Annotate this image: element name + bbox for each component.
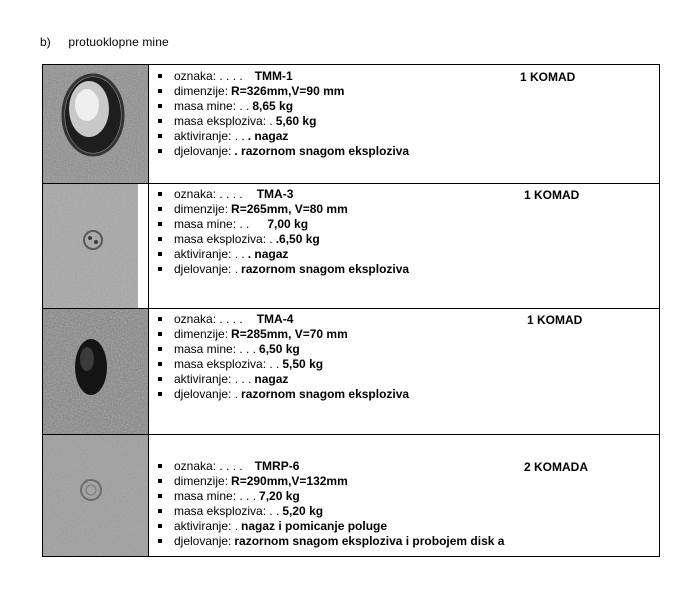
quantity-label: 1 KOMAD bbox=[520, 70, 576, 84]
spec-designation bbox=[158, 187, 409, 202]
spec-list bbox=[158, 312, 409, 402]
spec-list bbox=[158, 187, 409, 277]
spec-label: dimenzije: bbox=[174, 84, 229, 98]
spec-value: . razornom snagom eksploziva bbox=[234, 144, 410, 158]
spec-label: aktiviranje: . . bbox=[174, 129, 245, 143]
spec-explosive-mass bbox=[158, 357, 409, 372]
mine-photo bbox=[43, 309, 149, 434]
spec-label: masa mine: . . bbox=[174, 217, 250, 231]
spec-mine-mass bbox=[158, 342, 409, 357]
spec-value: razornom snagom eksploziva bbox=[241, 387, 410, 401]
spec-value: 5,20 kg bbox=[282, 504, 324, 518]
spec-label: djelovanje: . bbox=[174, 387, 239, 401]
spec-label: masa eksploziva: . bbox=[174, 232, 273, 246]
spec-label: masa mine: . . bbox=[174, 99, 250, 113]
spec-dimensions bbox=[158, 327, 409, 342]
spec-label: oznaka: . . . . bbox=[174, 69, 243, 83]
spec-value: 5,60 kg bbox=[275, 114, 317, 128]
spec-label: oznaka: . . . . bbox=[174, 312, 243, 326]
spec-value: nagaz bbox=[254, 372, 289, 386]
bullet-icon bbox=[158, 222, 162, 226]
spec-value: 8,65 kg bbox=[252, 99, 294, 113]
spec-list bbox=[158, 69, 409, 159]
spec-label: dimenzije: bbox=[174, 327, 229, 341]
spec-value: razornom snagom eksploziva bbox=[241, 262, 410, 276]
spec-dimensions bbox=[158, 84, 409, 99]
spec-value: 6,50 kg bbox=[259, 342, 300, 356]
spec-designation bbox=[158, 69, 409, 84]
section-number: b) bbox=[40, 35, 51, 49]
bullet-icon bbox=[158, 267, 162, 271]
bullet-icon bbox=[158, 494, 162, 498]
spec-mine-mass bbox=[158, 489, 504, 504]
bullet-icon bbox=[158, 104, 162, 108]
bullet-icon bbox=[158, 479, 162, 483]
spec-value: . nagaz bbox=[247, 247, 289, 261]
bullet-icon bbox=[158, 74, 162, 78]
mine-details bbox=[149, 435, 659, 556]
spec-activation bbox=[158, 129, 409, 144]
spec-action bbox=[158, 144, 409, 159]
spec-value: .6,50 kg bbox=[275, 232, 320, 246]
spec-label: masa eksploziva: . . bbox=[174, 357, 280, 371]
spec-activation bbox=[158, 372, 409, 387]
spec-label: oznaka: . . . . bbox=[174, 459, 243, 473]
bullet-icon bbox=[158, 539, 162, 543]
spec-label: masa eksploziva: . bbox=[174, 114, 273, 128]
spec-action bbox=[158, 534, 504, 549]
bullet-icon bbox=[158, 149, 162, 153]
spec-explosive-mass bbox=[158, 504, 504, 519]
mine-row bbox=[43, 184, 659, 309]
bullet-icon bbox=[158, 464, 162, 468]
mine-photo bbox=[43, 435, 149, 556]
bullet-icon bbox=[158, 207, 162, 211]
spec-value: razornom snagom eksploziva i probojem disk a bbox=[234, 534, 505, 548]
bullet-icon bbox=[158, 252, 162, 256]
mine-row bbox=[43, 435, 659, 556]
spec-value: TMA-4 bbox=[256, 312, 294, 326]
spec-value: TMM-1 bbox=[254, 69, 293, 83]
spec-designation bbox=[158, 459, 504, 474]
spec-mine-mass bbox=[158, 217, 409, 232]
spec-explosive-mass bbox=[158, 232, 409, 247]
spec-value: 7,20 kg bbox=[259, 489, 300, 503]
spec-value: nagaz i pomicanje poluge bbox=[241, 519, 388, 533]
spec-value: TMA-3 bbox=[256, 187, 294, 201]
bullet-icon bbox=[158, 192, 162, 196]
spec-designation bbox=[158, 312, 409, 327]
spec-label: djelovanje: bbox=[174, 534, 232, 548]
spec-label: dimenzije: bbox=[174, 202, 229, 216]
bullet-icon bbox=[158, 377, 162, 381]
bullet-icon bbox=[158, 332, 162, 336]
bullet-icon bbox=[158, 134, 162, 138]
spec-label: masa mine: . . . bbox=[174, 489, 257, 503]
bullet-icon bbox=[158, 119, 162, 123]
spec-dimensions bbox=[158, 474, 504, 489]
spec-mine-mass bbox=[158, 99, 409, 114]
spec-value: R=290mm,V=132mm bbox=[231, 474, 348, 488]
bullet-icon bbox=[158, 89, 162, 93]
spec-value: R=265mm, V=80 mm bbox=[231, 202, 348, 216]
quantity-label: 2 KOMADA bbox=[524, 460, 589, 474]
section-title: protuoklopne mine bbox=[68, 35, 169, 49]
spec-label: djelovanje: . bbox=[174, 262, 239, 276]
quantity-label: 1 KOMAD bbox=[524, 188, 580, 202]
spec-label: djelovanje: bbox=[174, 144, 232, 158]
bullet-icon bbox=[158, 392, 162, 396]
spec-list bbox=[158, 459, 504, 549]
spec-value: . nagaz bbox=[247, 129, 289, 143]
mine-row bbox=[43, 309, 659, 435]
spec-action bbox=[158, 262, 409, 277]
spec-label: masa mine: . . . bbox=[174, 342, 257, 356]
mine-row bbox=[43, 65, 659, 184]
spec-label: oznaka: . . . . bbox=[174, 187, 243, 201]
spec-explosive-mass bbox=[158, 114, 409, 129]
mine-details bbox=[149, 309, 659, 434]
spec-label: dimenzije: bbox=[174, 474, 229, 488]
bullet-icon bbox=[158, 237, 162, 241]
quantity-label: 1 KOMAD bbox=[527, 313, 583, 327]
spec-label: aktiviranje: . . . bbox=[174, 372, 252, 386]
spec-activation bbox=[158, 519, 504, 534]
mine-details bbox=[149, 65, 659, 183]
spec-label: masa eksploziva: . . bbox=[174, 504, 280, 518]
spec-value: R=285mm, V=70 mm bbox=[231, 327, 348, 341]
bullet-icon bbox=[158, 317, 162, 321]
mine-photo bbox=[43, 184, 149, 308]
spec-value: 7,00 kg bbox=[267, 217, 309, 231]
mines-table bbox=[42, 64, 660, 557]
spec-label: aktiviranje: . bbox=[174, 519, 239, 533]
bullet-icon bbox=[158, 509, 162, 513]
spec-value: TMRP-6 bbox=[254, 459, 300, 473]
bullet-icon bbox=[158, 362, 162, 366]
bullet-icon bbox=[158, 524, 162, 528]
spec-value: 5,50 kg bbox=[282, 357, 324, 371]
spec-label: aktiviranje: . . bbox=[174, 247, 245, 261]
spec-dimensions bbox=[158, 202, 409, 217]
spec-action bbox=[158, 387, 409, 402]
bullet-icon bbox=[158, 347, 162, 351]
spec-value: R=326mm,V=90 mm bbox=[231, 84, 345, 98]
section-heading bbox=[40, 35, 169, 49]
mine-photo bbox=[43, 65, 149, 183]
spec-activation bbox=[158, 247, 409, 262]
mine-details bbox=[149, 184, 659, 308]
